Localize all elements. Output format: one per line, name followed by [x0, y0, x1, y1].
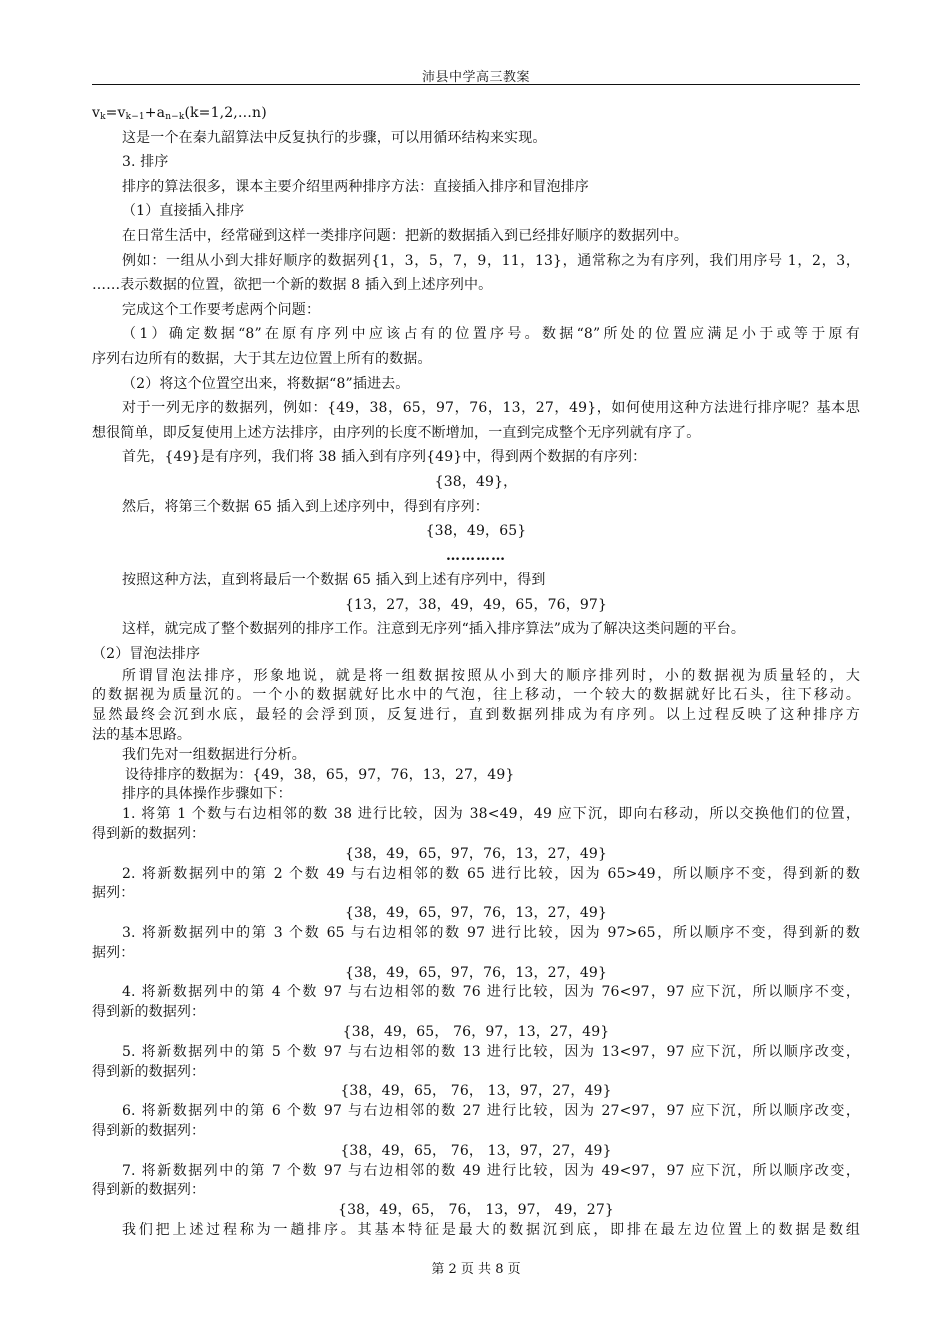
sequence: {38，49}， — [434, 473, 518, 490]
paragraph: 首先，{49}是有序列，我们将 38 插入到有序列{49}中，得到两个数据的有序列： — [122, 449, 647, 466]
formula-sub-nmk: n−k — [165, 112, 185, 122]
step-sequence: {38，49，65， 76， 13，97，27，49} — [340, 1142, 612, 1159]
paragraph-line: 所谓冒泡法排序，形象地说，就是将一组数据按照从小到大的顺序排列时，小的数据视为质量轻的，大 — [122, 667, 860, 684]
step-line: 3. 将新数据列中的第 3 个数 65 与右边相邻的数 97 进行比较，因为 97>65，所以顺序不变，得到新的数 — [122, 925, 860, 942]
paragraph: 这样，就完成了整个数据列的排序工作。注意到无序列“插入排序算法”成为了解决这类问题的平台。 — [122, 621, 746, 638]
section-heading: 3. 排序 — [122, 154, 169, 171]
step-sequence: {38，49，65，97，76，13，27，49} — [344, 845, 608, 862]
formula-plus: +a — [144, 105, 166, 121]
step-line: 得到新的数据列： — [92, 1004, 206, 1021]
step-line: 2. 将新数据列中的第 2 个数 49 与右边相邻的数 65 进行比较，因为 65>49，所以顺序不变，得到新的数 — [122, 865, 860, 882]
formula-sub-km1: k−1 — [125, 112, 145, 122]
step-sequence: {38，49，65， 76， 13，97，27，49} — [340, 1083, 612, 1100]
paragraph: 排序的具体操作步骤如下： — [122, 786, 292, 803]
paragraph: （2）将这个位置空出来，将数据“8”插进去。 — [122, 375, 410, 392]
paragraph-line: 序列右边所有的数据，大于其左边位置上所有的数据。 — [92, 350, 432, 367]
paragraph: 按照这种方法，直到将最后一个数据 65 插入到上述有序列中，得到 — [122, 572, 546, 589]
formula-sub-k: k — [100, 112, 106, 122]
step-line: 得到新的数据列： — [92, 1122, 206, 1139]
paragraph: 设待排序的数据为：{49，38，65，97，76，13，27，49} — [125, 766, 515, 783]
step-sequence: {38，49，65， 76，97，13，27，49} — [342, 1024, 610, 1040]
paragraph-line: 显然最终会沉到水底，最轻的会浮到顶，反复进行，直到数据列排成为有序列。以上过程反映了这种排序方 — [92, 707, 860, 724]
step-line: 得到新的数据列： — [92, 826, 206, 843]
page-footer: 第 2 页 共 8 页 — [431, 1262, 521, 1277]
step-sequence: {38，49，65，97，76，13，27，49} — [344, 905, 608, 922]
paragraph-line: （1）确定数据“8”在原有序列中应该占有的位置序号。数据“8”所处的位置应满足小于或等于原有 — [122, 326, 860, 343]
paragraph-line: ……表示数据的位置，欲把一个新的数据 8 插入到上述序列中。 — [92, 277, 493, 294]
header-rule — [92, 84, 860, 85]
paragraph: 然后，将第三个数据 65 插入到上述序列中，得到有序列： — [122, 498, 489, 515]
sequence: {13，27，38，49，49，65，76，97} — [344, 596, 608, 613]
step-line: 据列： — [92, 885, 135, 902]
paragraph: 这是一个在秦九韶算法中反复执行的步骤，可以用循环结构来实现。 — [122, 129, 547, 146]
step-sequence: {38，49，65，97，76，13，27，49} — [344, 964, 608, 981]
step-line: 据列： — [92, 944, 135, 961]
paragraph-line: 法的基本思路。 — [92, 727, 192, 744]
step-line: 5. 将新数据列中的第 5 个数 97 与右边相邻的数 13 进行比较，因为 13<97，97 应下沉，所以顺序改变， — [122, 1043, 860, 1060]
page-header: 沛县中学高三教案 — [421, 70, 530, 85]
step-line: 4. 将新数据列中的第 4 个数 97 与右边相邻的数 76 进行比较，因为 76<97，97 应下沉，所以顺序不变， — [122, 984, 860, 1001]
formula-rest: (k=1,2,…n) — [184, 105, 267, 121]
paragraph-line: 的数据视为质量沉的。一个小的数据就好比水中的气泡，往上移动，一个较大的数据就好比石头，往下移动。 — [92, 687, 860, 704]
paragraph-line: 想很简单，即反复使用上述方法排序，由序列的长度不断增加，一直到完成整个无序列就有序了。 — [92, 424, 701, 441]
formula-eq: =v — [105, 105, 126, 121]
step-line: 得到新的数据列： — [92, 1182, 206, 1199]
subsection-heading: （2）冒泡法排序 — [92, 646, 201, 663]
paragraph-line: 我们把上述过程称为一趟排序。其基本特征是最大的数据沉到底，即排在最左边位置上的数据是数组 — [122, 1221, 860, 1238]
step-line: 7. 将新数据列中的第 7 个数 97 与右边相邻的数 49 进行比较，因为 49<97，97 应下沉，所以顺序改变， — [122, 1162, 860, 1179]
paragraph: 完成这个工作要考虑两个问题： — [122, 301, 321, 318]
step-line: 6. 将新数据列中的第 6 个数 97 与右边相邻的数 27 进行比较，因为 27<97，97 应下沉，所以顺序改变， — [122, 1103, 860, 1120]
paragraph-line: 例如：一组从小到大排好顺序的数据列{1，3，5，7，9，11，13}，通常称之为有序列，我们用序号 1，2，3， — [122, 252, 860, 269]
paragraph: 我们先对一组数据进行分析。 — [122, 746, 306, 763]
ellipsis: ………… — [446, 547, 506, 564]
paragraph: 排序的算法很多，课本主要介绍里两种排序方法：直接插入排序和冒泡排序 — [122, 178, 589, 195]
step-line: 1. 将第 1 个数与右边相邻的数 38 进行比较，因为 38<49，49 应下沉，即向右移动，所以交换他们的位置， — [122, 806, 860, 823]
bubble-sort-section — [92, 667, 860, 1241]
paragraph-line: 对于一列无序的数据列，例如：{49，38，65，97，76，13，27，49}，如何使用这种方法进行排序呢？基本思 — [122, 400, 860, 417]
step-sequence: {38，49，65， 76， 13，97， 49，27} — [338, 1202, 614, 1219]
paragraph: 在日常生活中，经常碰到这样一类排序问题：把新的数据插入到已经排好顺序的数据列中。 — [122, 227, 688, 244]
sequence: {38，49，65} — [425, 523, 527, 540]
document-body — [92, 101, 860, 1241]
formula-v: v — [92, 105, 101, 121]
formula-line — [92, 101, 860, 126]
subsection-heading: （1）直接插入排序 — [122, 203, 245, 220]
step-line: 得到新的数据列： — [92, 1063, 206, 1080]
